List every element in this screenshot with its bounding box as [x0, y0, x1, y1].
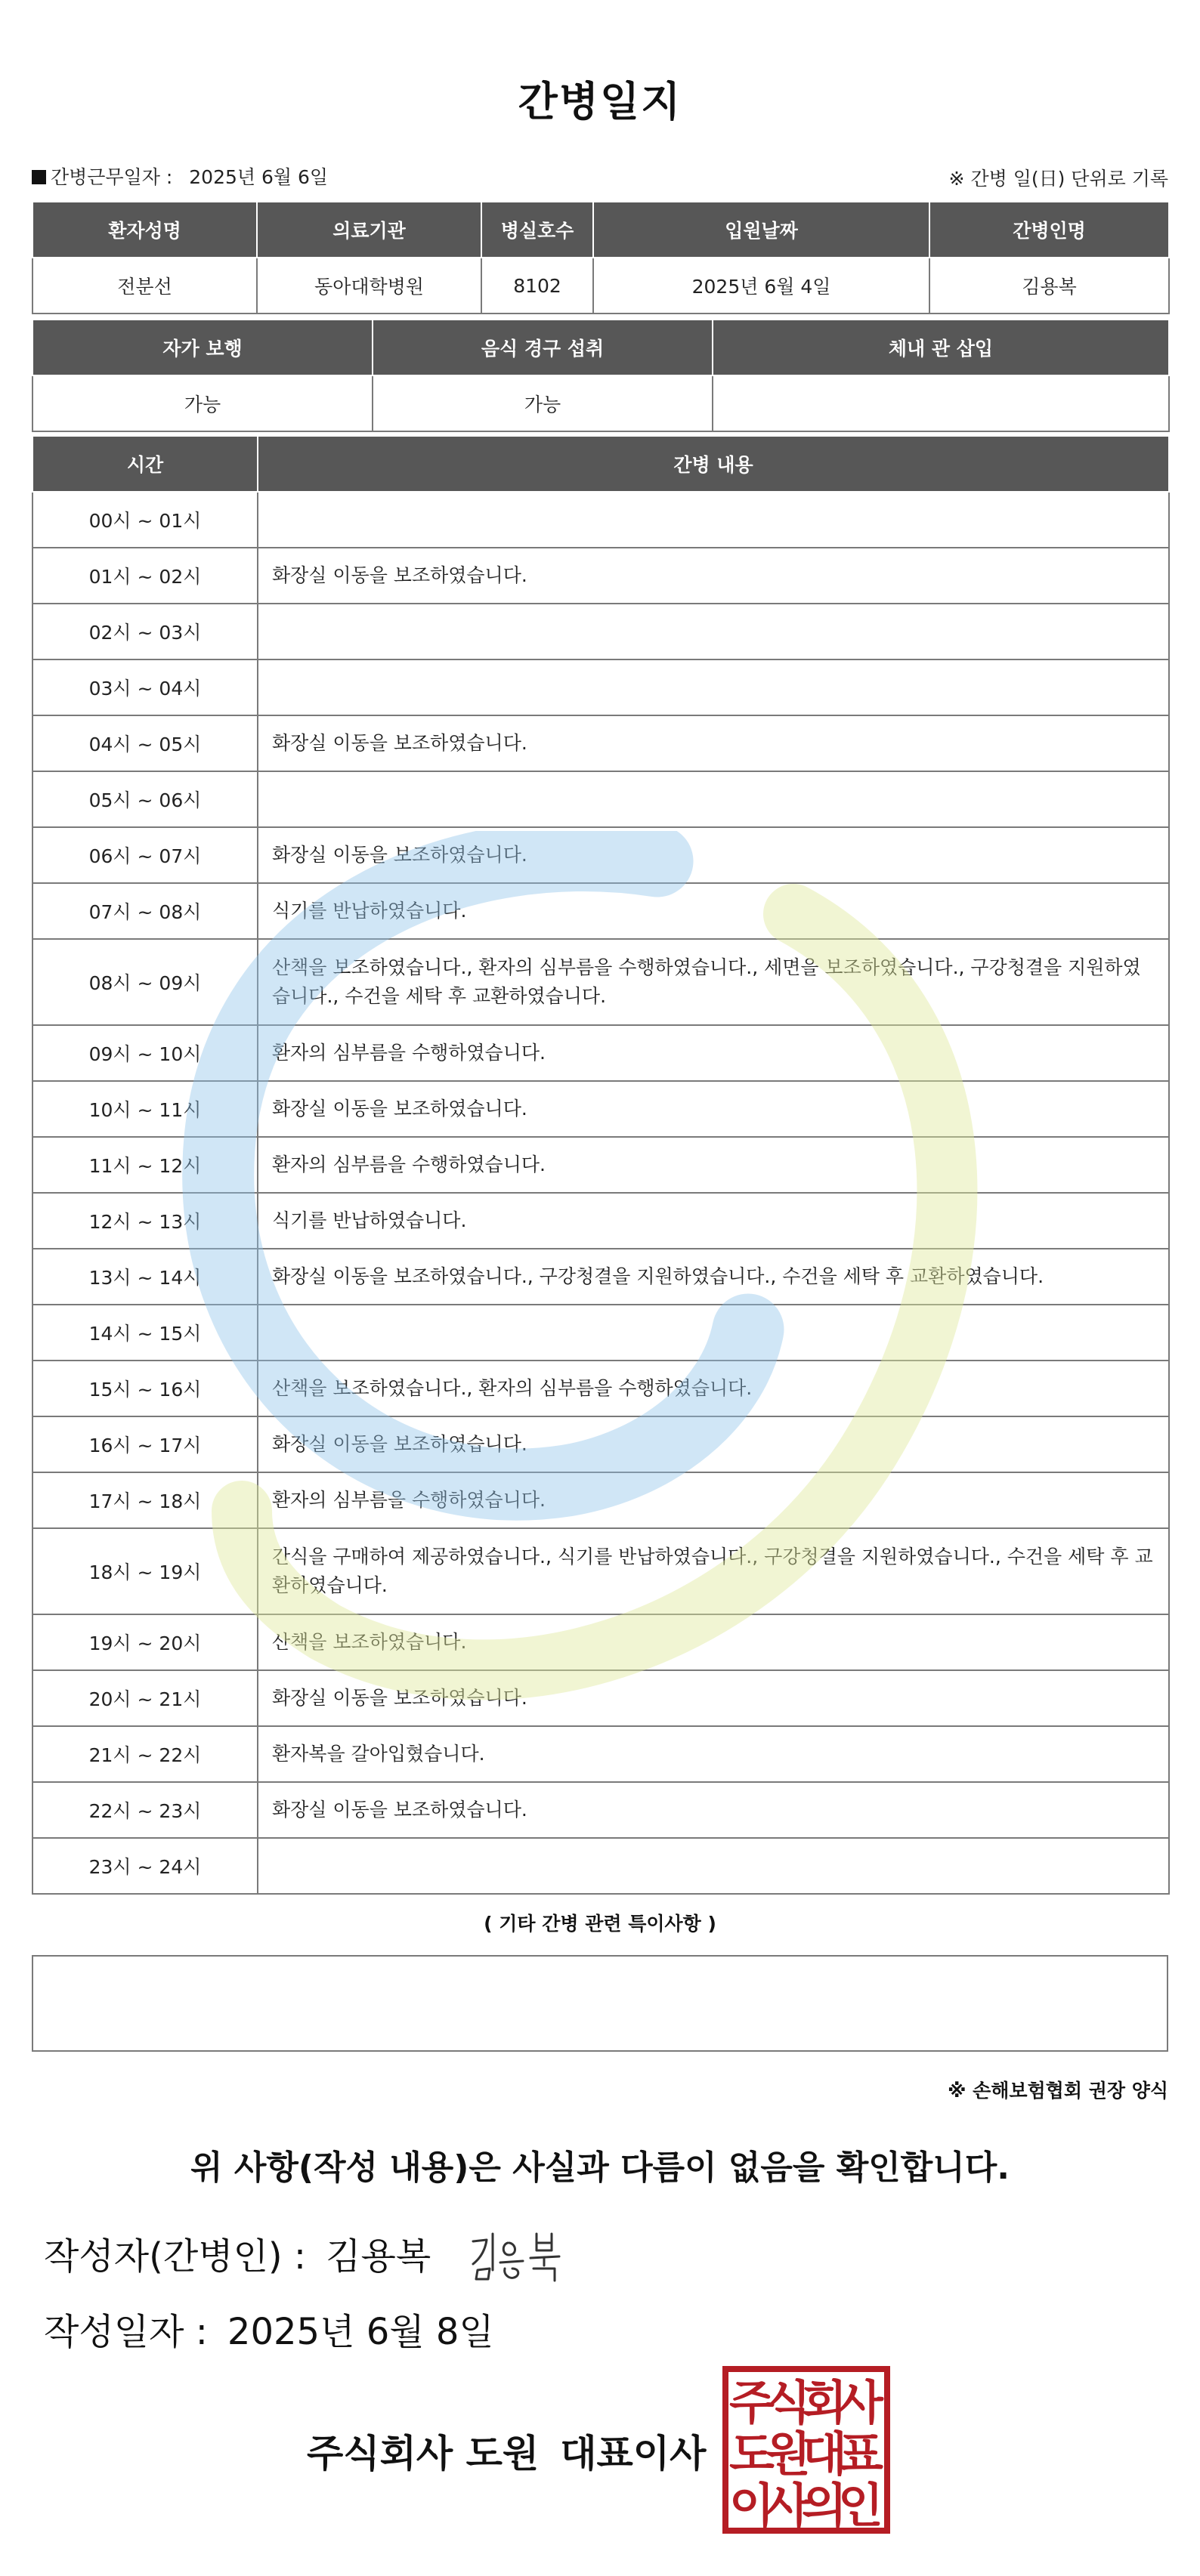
table-row	[32, 1838, 1169, 1894]
table-row	[32, 715, 1169, 771]
company-line	[307, 2423, 706, 2478]
time-cell: 20시 ~ 21시	[32, 1670, 258, 1726]
header-caregiver-name: 간병인명	[929, 202, 1169, 258]
table-row	[32, 492, 1169, 548]
time-cell: 12시 ~ 13시	[32, 1193, 258, 1249]
time-cell: 13시 ~ 14시	[32, 1249, 258, 1305]
care-content-cell	[258, 659, 1169, 715]
svg-text:사: 사	[838, 2375, 883, 2430]
time-cell: 17시 ~ 18시	[32, 1472, 258, 1528]
table-row	[32, 1137, 1169, 1193]
header-tube-insertion: 체내 관 삽입	[713, 320, 1169, 375]
time-cell: 18시 ~ 19시	[32, 1528, 258, 1614]
company-seal-icon	[721, 2364, 892, 2535]
table-row	[32, 604, 1169, 659]
table-row	[32, 1472, 1169, 1528]
header-admission-date: 입원날짜	[593, 202, 929, 258]
care-content-cell: 산책을 보조하였습니다.	[258, 1614, 1169, 1670]
time-cell: 02시 ~ 03시	[32, 604, 258, 659]
meta-row	[32, 155, 1168, 193]
table-row	[32, 771, 1169, 827]
care-content-cell: 환자의 심부름을 수행하였습니다.	[258, 1472, 1169, 1528]
time-cell: 11시 ~ 12시	[32, 1137, 258, 1193]
hospital-name: 동아대학병원	[257, 258, 481, 314]
page-title: 간병일지	[518, 78, 682, 125]
table-row	[32, 827, 1169, 883]
header-care-content: 간병 내용	[258, 436, 1169, 492]
time-cell: 16시 ~ 17시	[32, 1416, 258, 1472]
patient-info-value-row	[32, 258, 1169, 314]
table-row	[32, 1025, 1169, 1081]
walking-value: 가능	[32, 375, 373, 431]
table-row	[32, 1782, 1169, 1838]
special-notes-box	[32, 1955, 1168, 2052]
patient-name: 전분선	[32, 258, 257, 314]
care-content-cell: 화장실 이동을 보조하였습니다.	[258, 1081, 1169, 1137]
handwritten-signature-icon	[467, 2225, 573, 2285]
written-date-value: 2025년 6월 8일	[227, 2311, 494, 2353]
table-row	[32, 1081, 1169, 1137]
ability-header-row	[32, 320, 1169, 375]
time-cell: 03시 ~ 04시	[32, 659, 258, 715]
header-hospital: 의료기관	[257, 202, 481, 258]
company-name: 주식회사 도원	[307, 2432, 540, 2476]
written-date-label: 작성일자 :	[44, 2311, 208, 2353]
patient-info-table	[32, 201, 1170, 314]
table-row	[32, 1305, 1169, 1361]
table-row	[32, 1528, 1169, 1614]
time-cell: 23시 ~ 24시	[32, 1838, 258, 1894]
svg-text:원: 원	[765, 2426, 811, 2482]
header-oral-intake: 음식 경구 섭취	[373, 320, 713, 375]
time-cell: 09시 ~ 10시	[32, 1025, 258, 1081]
header-walking: 자가 보행	[32, 320, 373, 375]
time-cell: 00시 ~ 01시	[32, 492, 258, 548]
form-note: ※ 손해보험협회 권장 양식	[948, 2080, 1168, 2102]
time-cell: 06시 ~ 07시	[32, 827, 258, 883]
care-content-cell: 화장실 이동을 보조하였습니다.	[258, 548, 1169, 604]
table-row	[32, 1249, 1169, 1305]
table-row	[32, 1361, 1169, 1416]
table-row	[32, 659, 1169, 715]
care-content-cell: 화장실 이동을 보조하였습니다.	[258, 1416, 1169, 1472]
care-content-cell: 화장실 이동을 보조하였습니다.	[258, 827, 1169, 883]
care-content-cell: 환자의 심부름을 수행하였습니다.	[258, 1137, 1169, 1193]
time-cell: 14시 ~ 15시	[32, 1305, 258, 1361]
care-log-table	[32, 435, 1170, 1895]
care-content-cell: 화장실 이동을 보조하였습니다.	[258, 1782, 1169, 1838]
care-date-label: 간병근무일자 :	[51, 166, 173, 188]
company-title: 대표이사	[560, 2432, 707, 2476]
unit-note: ※ 간병 일(日) 단위로 기록	[948, 168, 1168, 190]
svg-text:의: 의	[802, 2478, 847, 2533]
care-content-cell	[258, 771, 1169, 827]
table-row	[32, 883, 1169, 939]
time-cell: 01시 ~ 02시	[32, 548, 258, 604]
time-cell: 05시 ~ 06시	[32, 771, 258, 827]
written-date-line	[44, 2303, 494, 2355]
admission-date: 2025년 6월 4일	[593, 258, 929, 314]
care-content-cell: 산책을 보조하였습니다., 환자의 심부름을 수행하였습니다.	[258, 1361, 1169, 1416]
care-content-cell: 식기를 반납하였습니다.	[258, 1193, 1169, 1249]
header-patient-name: 환자성명	[32, 202, 257, 258]
ability-info-table	[32, 319, 1170, 432]
table-row	[32, 1726, 1169, 1782]
room-number: 8102	[481, 258, 593, 314]
table-row	[32, 1416, 1169, 1472]
svg-text:회: 회	[802, 2375, 847, 2430]
header-time: 시간	[32, 436, 258, 492]
table-row	[32, 939, 1169, 1025]
special-notes-label: ( 기타 간병 관련 특이사항 )	[484, 1913, 716, 1935]
svg-text:식: 식	[765, 2375, 811, 2430]
care-date	[32, 162, 328, 190]
care-log-header-row	[32, 436, 1169, 492]
time-cell: 04시 ~ 05시	[32, 715, 258, 771]
table-row	[32, 1670, 1169, 1726]
care-content-cell	[258, 1305, 1169, 1361]
table-row	[32, 1614, 1169, 1670]
oral-intake-value: 가능	[373, 375, 713, 431]
svg-text:대: 대	[802, 2426, 847, 2482]
time-cell: 08시 ~ 09시	[32, 939, 258, 1025]
svg-text:표: 표	[838, 2426, 883, 2482]
header-room: 병실호수	[481, 202, 593, 258]
writer-line	[44, 2227, 431, 2279]
patient-info-header-row	[32, 202, 1169, 258]
care-content-cell	[258, 492, 1169, 548]
care-content-cell: 환자복을 갈아입혔습니다.	[258, 1726, 1169, 1782]
care-content-cell: 산책을 보조하였습니다., 환자의 심부름을 수행하였습니다., 세면을 보조하였습니다., 구강청결을 지원하였습니다., 수건을 세탁 후 교환하였습니다.	[258, 939, 1169, 1025]
care-content-cell: 식기를 반납하였습니다.	[258, 883, 1169, 939]
time-cell: 19시 ~ 20시	[32, 1614, 258, 1670]
svg-text:도: 도	[729, 2426, 775, 2482]
ability-value-row	[32, 375, 1169, 431]
confirmation-statement: 위 사항(작성 내용)은 사실과 다름이 없음을 확인합니다.	[190, 2148, 1010, 2187]
writer-name: 김용복	[326, 2235, 431, 2278]
care-content-cell: 화장실 이동을 보조하였습니다.	[258, 1670, 1169, 1726]
care-date-value: 2025년 6월 6일	[189, 166, 329, 188]
care-content-cell: 화장실 이동을 보조하였습니다.	[258, 715, 1169, 771]
care-content-cell: 화장실 이동을 보조하였습니다., 구강청결을 지원하였습니다., 수건을 세탁 후 교환하였습니다.	[258, 1249, 1169, 1305]
care-content-cell	[258, 1838, 1169, 1894]
time-cell: 10시 ~ 11시	[32, 1081, 258, 1137]
care-content-cell: 환자의 심부름을 수행하였습니다.	[258, 1025, 1169, 1081]
care-content-cell	[258, 604, 1169, 659]
time-cell: 07시 ~ 08시	[32, 883, 258, 939]
square-bullet-icon	[32, 170, 46, 184]
time-cell: 21시 ~ 22시	[32, 1726, 258, 1782]
tube-insertion-value	[713, 375, 1169, 431]
svg-text:이: 이	[729, 2478, 775, 2533]
care-content-cell: 간식을 구매하여 제공하였습니다., 식기를 반납하였습니다., 구강청결을 지원하였습니다., 수건을 세탁 후 교환하였습니다.	[258, 1528, 1169, 1614]
time-cell: 15시 ~ 16시	[32, 1361, 258, 1416]
time-cell: 22시 ~ 23시	[32, 1782, 258, 1838]
svg-text:사: 사	[765, 2478, 811, 2533]
table-row	[32, 1193, 1169, 1249]
svg-text:주: 주	[729, 2375, 775, 2430]
writer-label: 작성자(간병인) :	[44, 2235, 307, 2278]
caregiver-name: 김용복	[929, 258, 1169, 314]
svg-text:인: 인	[838, 2478, 883, 2533]
table-row	[32, 548, 1169, 604]
